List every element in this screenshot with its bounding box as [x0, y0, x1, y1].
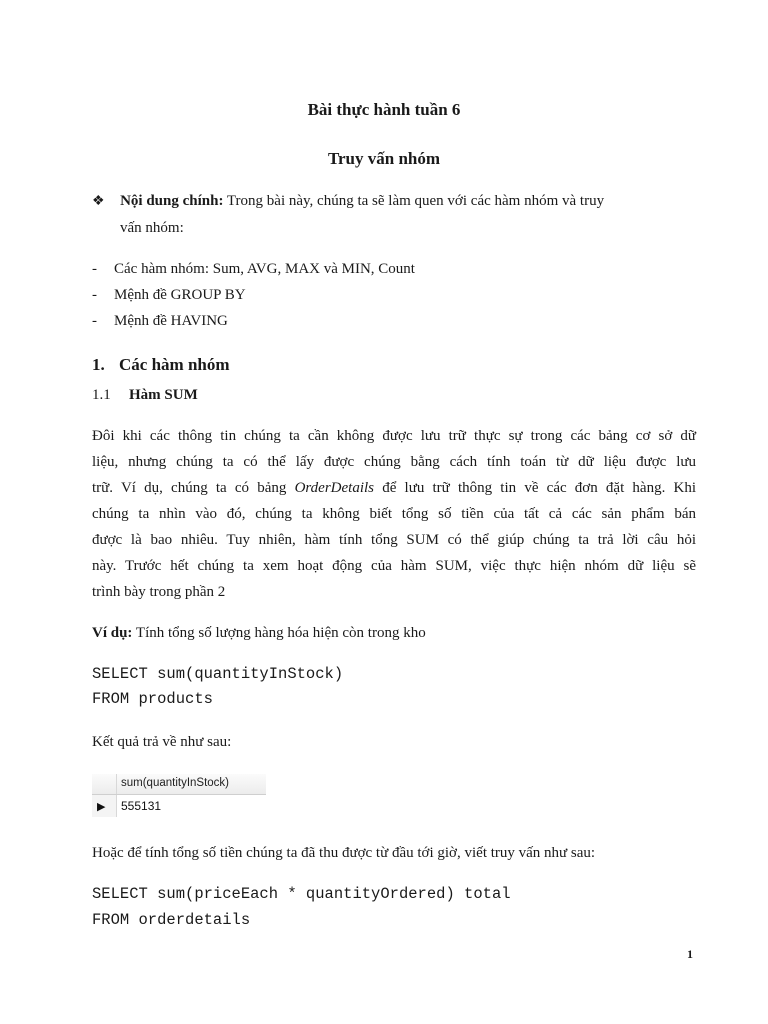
document-title: Bài thực hành tuần 6: [307, 100, 461, 119]
dash-marker: -: [92, 313, 97, 329]
dash-marker: -: [92, 287, 97, 303]
paragraph-line: liệu, nhưng chúng ta có thể lấy được chúng bằng cách tính toán từ dữ liệu được lưu: [92, 454, 696, 470]
example-text: Tính tổng số lượng hàng hóa hiện còn trong kho: [132, 625, 426, 641]
intro-label: Nội dung chính:: [120, 193, 224, 209]
document-subtitle: Truy vấn nhóm: [327, 149, 441, 168]
page-number: 1: [687, 947, 693, 961]
subsection-heading: Hàm SUM: [129, 387, 198, 403]
header-gutter: [92, 774, 117, 794]
code-line: FROM products: [92, 690, 213, 708]
dash-marker: -: [92, 261, 97, 277]
paragraph-line: này. Trước hết chúng ta xem hoạt động của hàm SUM, việc thực hiện nhóm dữ liệu sẽ: [92, 558, 696, 574]
example-label: Ví dụ:: [92, 625, 133, 641]
paragraph-line: được là bao nhiêu. Tuy nhiên, hàm tính tổng SUM có thể giúp chúng ta trả lời câu hỏi: [92, 532, 696, 548]
intro-text: Trong bài này, chúng ta sẽ làm quen với các hàm nhóm và truy: [223, 193, 605, 209]
code-line: FROM orderdetails: [92, 911, 251, 929]
list-item: [92, 261, 97, 278]
paragraph-line: chúng ta nhìn vào đó, chúng ta không biết tổng số tiền của tất cả các sản phẩm bán: [92, 506, 696, 522]
section-number: 1.: [92, 355, 105, 374]
paragraph-line: trữ. Ví dụ, chúng ta có bảng OrderDetails để lưu trữ thông tin về các đơn đặt hàng. Khi: [92, 480, 696, 496]
paragraph-line: trình bày trong phần 2: [92, 584, 226, 600]
paragraph-line: Đôi khi các thông tin chúng ta cần không được lưu trữ thực sự trong các bảng cơ sở dữ: [92, 428, 696, 444]
current-row-arrow-icon: ▶: [97, 801, 106, 813]
subsection-number: 1.1: [92, 387, 111, 403]
list-item-text: Các hàm nhóm: Sum, AVG, MAX và MIN, Count: [114, 261, 415, 277]
result-intro: Kết quả trả về như sau:: [92, 734, 232, 750]
list-item: [92, 313, 97, 330]
code-line: SELECT sum(quantityInStock): [92, 665, 344, 683]
result-grid: [92, 774, 266, 820]
example-line: [92, 625, 426, 642]
result-cell: 555131: [121, 799, 162, 813]
result-column-header: sum(quantityInStock): [121, 777, 230, 789]
row-gutter: [92, 795, 117, 817]
result-grid-header: [92, 774, 266, 795]
section-heading: Các hàm nhóm: [119, 355, 230, 374]
result-row: [92, 795, 266, 817]
intro-line-2: vấn nhóm:: [120, 220, 184, 236]
list-item-text: Mệnh đề GROUP BY: [114, 287, 246, 303]
list-item-text: Mệnh đề HAVING: [114, 313, 228, 329]
intro-line-1: [92, 193, 604, 210]
second-intro: Hoặc để tính tổng số tiền chúng ta đã thu được từ đầu tới giờ, viết truy vấn như sau:: [92, 845, 596, 861]
table-name-italic: OrderDetails: [294, 480, 375, 496]
code-line: SELECT sum(priceEach * quantityOrdered) total: [92, 885, 511, 903]
diamond-bullet-icon: ❖: [92, 194, 105, 209]
list-item: [92, 287, 97, 304]
